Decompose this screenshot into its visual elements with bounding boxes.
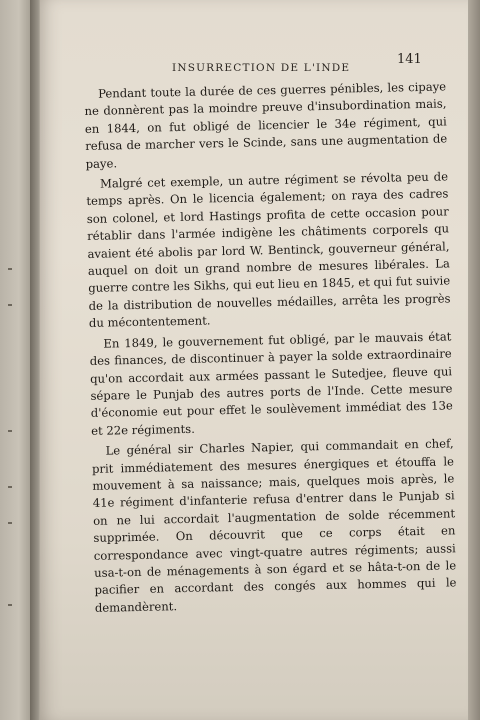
paragraph: En 1849, le gouvernement fut obligé, par le mauvais état des finances, de discontinuer à payer la solde extraordinaire qu'on accordait aux armées passant le Sutedjee, fleuve qui sépare le Punjab des autres ports de l'Inde. Cette mesure d'économie eut pour effet le soulèvement immédiat des 13e et 22e régiments. (89, 329, 453, 438)
page-right-edge (468, 0, 480, 720)
page-edge-mark (8, 604, 12, 606)
running-head: INSURRECTION DE L'INDE (172, 62, 351, 74)
page-edge-mark (8, 304, 12, 306)
previous-page-edge (0, 0, 34, 720)
paragraph: Pendant toute la durée de ces guerres pénibles, les cipaye ne donnèrent pas la moindre preuve d'insubordination mais, en 1844, on fut obligé de licencier le 34e régiment, qui refusa de marcher vers le Scinde, sans une augmentation de paye. (84, 79, 448, 171)
page-edge-mark (8, 486, 12, 488)
page-number: 141 (397, 52, 422, 67)
page-edge-mark (8, 268, 12, 270)
page-edge-mark (8, 430, 12, 432)
body-text (84, 78, 457, 617)
paragraph: Malgré cet exemple, un autre régiment se révolta peu de temps après. On le licencia également; on raya des cadres son colonel, et lord Hastings profita de cette occasion pour rétablir dans l'armée indigène les châtiments corporels qu avaient été abolis par lord W. Bentinck, gouverneur général, auquel on doit un grand nombre de mesures libérales. La guerre contre les Sikhs, qui eut lieu en 1845, et qui fut suivie de la distribution de nouvelles médailles, arrêta les progrès du mécontentement. (86, 169, 451, 331)
paragraph: Le général sir Charles Napier, qui commandait en chef, prit immédiatement des mesures énergiques et étouffa le mouvement à sa naissance; mais, quelques mois après, le 41e régiment d'infanterie refusa d'entrer dans le Punjab si on ne lui accordait l'augmentation de solde récemment supprimée. On découvrit que ce corps était en correspondance avec vingt-quatre autres régiments; aussi usa-t-on de ménagements à son égard et se hâta-t-on de le pacifier en accordant des congés aux hommes qui le demandèrent. (91, 436, 457, 615)
page-edge-mark (8, 522, 12, 524)
page-header (132, 52, 432, 78)
